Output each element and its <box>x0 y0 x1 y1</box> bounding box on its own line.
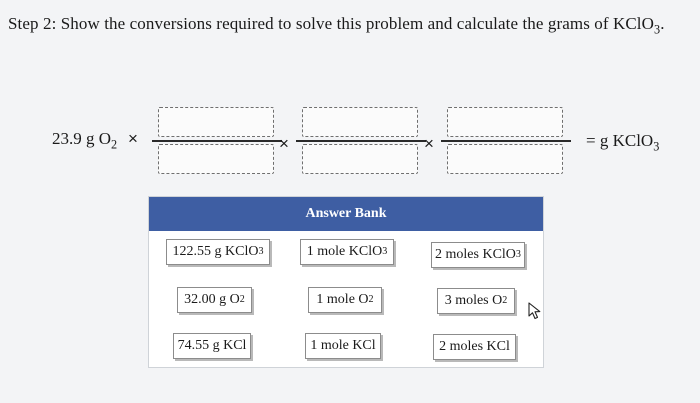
answer-tile[interactable]: 1 mole O 2 <box>308 287 382 313</box>
answer-tile[interactable]: 2 moles KClO 3 <box>431 242 525 268</box>
answer-tile[interactable]: 32.00 g O 2 <box>177 287 252 313</box>
answer-bank-header: Answer Bank <box>149 197 543 231</box>
numerator-slot-3[interactable] <box>447 107 563 137</box>
denominator-slot-1[interactable] <box>158 144 274 174</box>
answer-tile[interactable]: 74.55 g KCl <box>173 333 251 359</box>
multiply-sign: × <box>128 129 138 148</box>
answer-tile[interactable]: 3 moles O 2 <box>437 288 515 314</box>
denominator-slot-2[interactable] <box>302 144 418 174</box>
fraction-bar-1 <box>152 140 282 142</box>
answer-tile[interactable]: 1 mole KClO 3 <box>300 239 394 265</box>
step-instruction: Step 2: Show the conversions required to solve this problem and calculate the grams of KClO$_3$. <box>8 14 665 37</box>
denominator-slot-3[interactable] <box>447 144 563 174</box>
numerator-slot-1[interactable] <box>158 107 274 137</box>
multiply-sign: × <box>279 134 289 153</box>
multiply-sign: × <box>424 134 434 153</box>
given-quantity: 23.9 g $O_2$ <box>52 129 118 152</box>
answer-tile[interactable]: 2 moles KCl <box>433 334 516 360</box>
answer-tile[interactable]: 1 mole KCl <box>305 333 381 359</box>
answer-tile[interactable]: 122.55 g KClO 3 <box>166 239 270 265</box>
fraction-bar-3 <box>441 140 571 142</box>
answer-bank <box>148 196 544 368</box>
fraction-bar-2 <box>296 140 426 142</box>
pointer-cursor-icon <box>528 302 544 320</box>
numerator-slot-2[interactable] <box>302 107 418 137</box>
result-unit: = g KClO$_3$ <box>586 131 660 154</box>
